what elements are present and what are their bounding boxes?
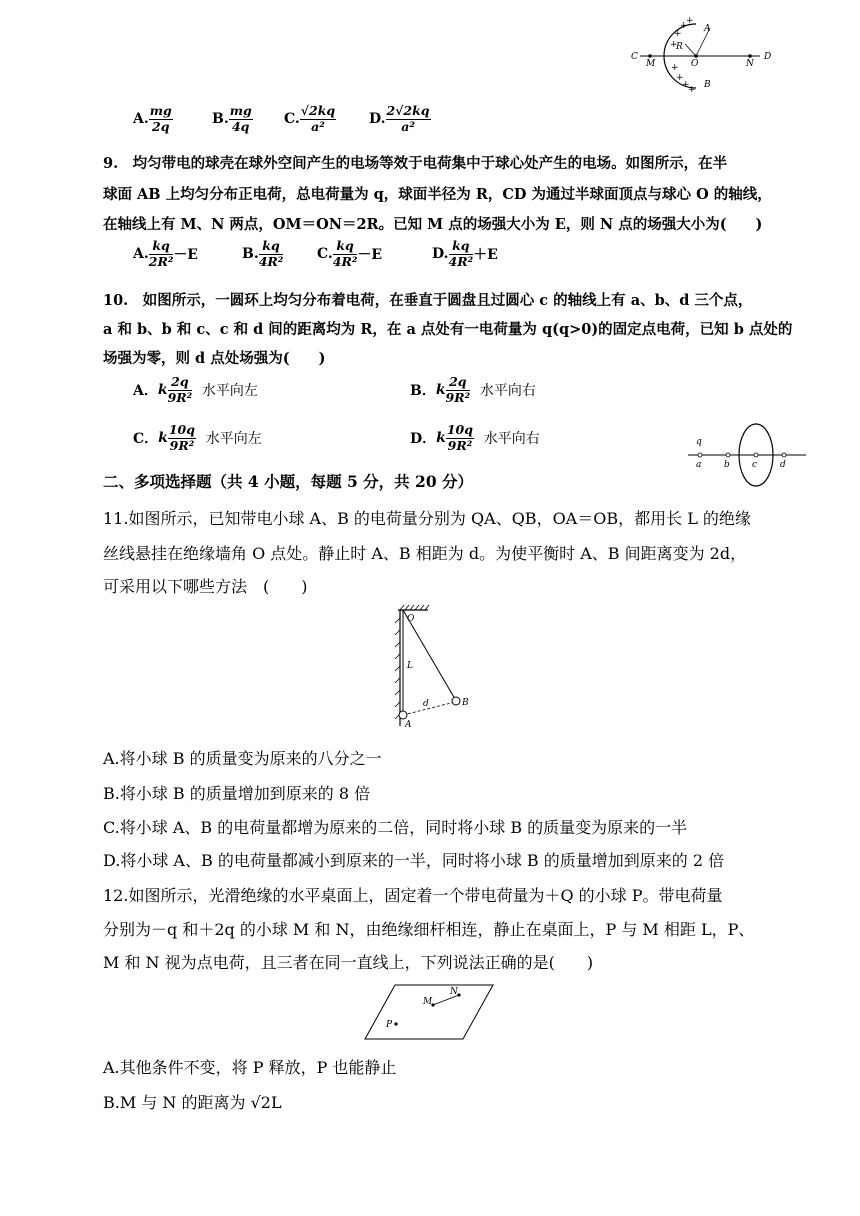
ring-label-d: d [780,460,786,470]
svg-text:+: + [680,21,688,31]
pendulum-label-B: B [462,698,469,708]
fig-label-C: C [631,52,638,62]
q9-line-3: 在轴线上有 M、N 两点，OM＝ON＝2R。已知 M 点的场强大小为 E，则 N 点的场强大小为( ) [103,216,763,233]
q9-option-d: D. $\frac{kq}{\text{4R²}}$ ＋E [432,238,498,269]
q10-line-1: 10. 如图所示，一圆环上均匀分布着电荷，在垂直于圆盘且过圆心 c 的轴线上有 a、b、d 三个点， [103,292,753,309]
fig-label-D: D [764,52,772,62]
q9-line-1: 9. 均匀带电的球壳在球外空间产生的电场等效于电荷集中于球心处产生的电场。如图所示，在半 [103,155,728,172]
q11-line-3: 可采用以下哪些方法 ( ) [103,577,308,596]
hemisphere-figure [628,14,778,94]
pendulum-label-L: L [407,661,413,671]
q11-option-c: C.将小球 A、B 的电荷量都增为原来的二倍，同时将小球 B 的质量变为原来的一半 [103,818,688,837]
table-label-P: P [386,1020,393,1030]
q10-option-a: A．k $\frac{2q}{\text{9R²}}$ 水平向左 [133,374,258,405]
q11-line-2: 丝线悬挂在绝缘墙角 O 点处。静止时 A、B 相距为 d。为使平衡时 A、B 间距离变为 2d， [103,544,747,563]
svg-text:+: + [686,16,694,26]
top-option-b: B. $\frac{mg}{4q}$ [212,103,252,134]
svg-text:+: + [688,85,696,94]
svg-text:+: + [676,73,684,83]
q11-option-b: B.将小球 B 的质量增加到原来的 8 倍 [103,784,371,803]
svg-text:+: + [682,80,690,90]
fig-label-B: B [704,80,711,90]
q12-line-3: M 和 N 视为点电荷，且三者在同一直线上，下列说法正确的是( ) [103,953,594,972]
pendulum-label-O: O [407,614,415,624]
q10-option-b: B．k $\frac{2q}{\text{9R²}}$ 水平向右 [410,374,536,405]
pendulum-label-d: d [423,699,429,709]
table-figure [362,982,496,1042]
fig-label-O: O [691,59,699,69]
q10-option-d: D．k $\frac{10q}{\text{9R²}}$ 水平向右 [410,422,540,453]
top-option-c: C. $\frac{√2kq}{\text{a²}}$ [284,103,336,134]
q10-line-3: 场强为零，则 d 点处场强为( ) [103,350,326,367]
ring-label-c: c [752,460,758,470]
ring-label-b: b [724,460,730,470]
top-option-a: A. $\frac{mg}{2q}$ [133,103,172,134]
pendulum-label-A: A [405,720,412,730]
section-heading: 二、多项选择题（共 4 小题，每题 5 分，共 20 分） [103,472,474,491]
q12-line-1: 12.如图所示，光滑绝缘的水平桌面上，固定着一个带电荷量为＋Q 的小球 P。带电荷量 [103,886,723,905]
pendulum-figure [388,604,480,730]
ring-figure [686,422,810,488]
q11-option-d: D.将小球 A、B 的电荷量都减小到原来的一半，同时将小球 B 的质量增加到原来的 2 倍 [103,851,725,870]
fig-label-N: N [746,59,754,69]
fig-label-R: R [676,42,683,52]
fig-label-M: M [646,59,656,69]
svg-text:+: + [670,40,678,50]
q9-option-a: A. $\frac{kq}{\text{2R²}}$ －E [133,238,198,269]
ring-label-a: a [696,460,702,470]
q9-option-c: C. $\frac{kq}{\text{4R²}}$ －E [317,238,383,269]
ring-label-q: q [696,437,702,447]
fig-label-A: A [704,24,711,34]
q12-option-b: B.M 与 N 的距离为 √2L [103,1093,282,1112]
top-option-d: D. $\frac{2√2kq}{\text{a²}}$ [369,103,430,134]
q11-option-a: A.将小球 B 的质量变为原来的八分之一 [103,749,382,768]
q10-option-c: C．k $\frac{10q}{\text{9R²}}$ 水平向左 [133,422,262,453]
table-label-M: M [423,997,433,1007]
table-label-N: N [450,987,458,997]
q9-line-2: 球面 AB 上均匀分布正电荷，总电荷量为 q，球面半径为 R，CD 为通过半球面顶点与球心 O 的轴线， [103,186,772,203]
q12-line-2: 分别为－q 和＋2q 的小球 M 和 N，由绝缘细杆相连，静止在桌面上，P 与 M 相距 L，P、 [103,920,755,939]
q12-option-a: A.其他条件不变，将 P 释放，P 也能静止 [103,1058,397,1077]
q9-option-b: B. $\frac{kq}{\text{4R²}}$ [242,238,284,269]
svg-text:+: + [674,29,682,39]
q11-line-1: 11.如图所示，已知带电小球 A、B 的电荷量分别为 QA、QB，OA＝OB，都用长 L 的绝缘 [103,509,751,528]
svg-text:+: + [671,63,679,73]
q10-line-2: a 和 b、b 和 c、c 和 d 间的距离均为 R，在 a 点处有一电荷量为 q(q>0)的固定点电荷，已知 b 点处的 [103,321,793,338]
